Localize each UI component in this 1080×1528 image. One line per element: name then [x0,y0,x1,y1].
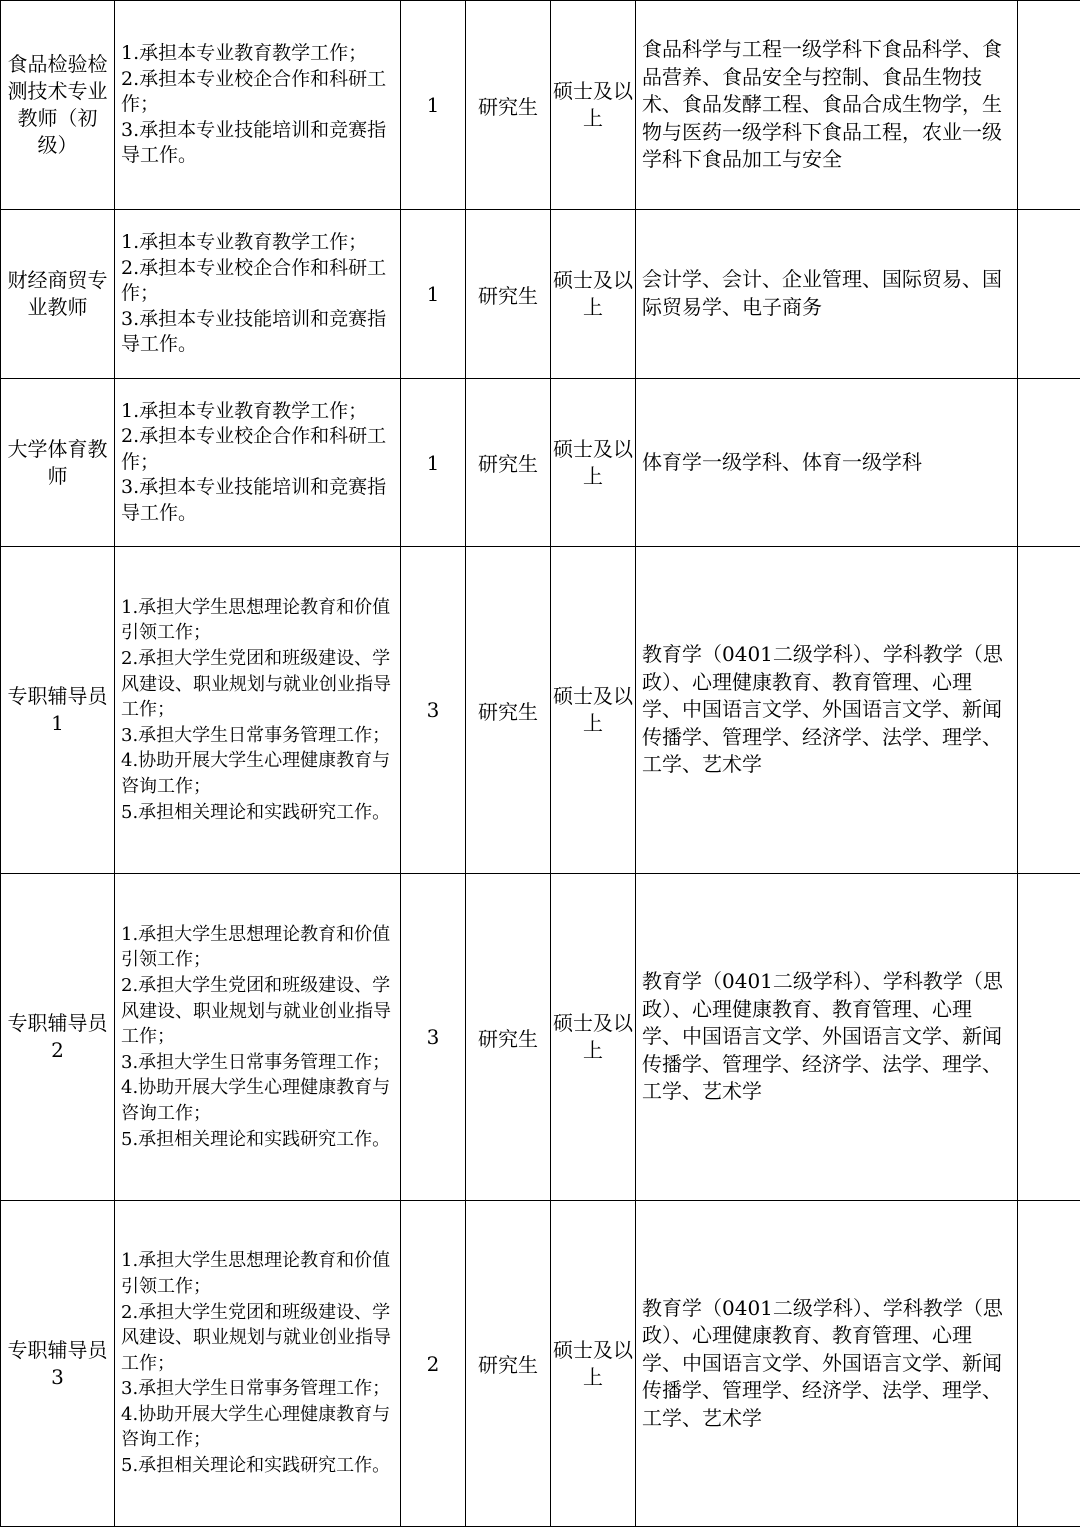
table-row [1,1201,1080,1527]
degree: 硕士及以上 [551,379,636,547]
remarks [1018,547,1080,874]
education: 研究生 [466,210,551,379]
table-row [1,874,1080,1201]
major-requirements: 教育学（0401二级学科）、学科教学（思政）、心理健康教育、教育管理、心理学、中国语言文学、外国语言文学、新闻传播学、管理学、经济学、法学、理学、工学、艺术学 [636,1201,1018,1527]
remarks [1018,874,1080,1201]
post-name: 食品检验检测技术专业教师（初级） [1,1,115,210]
education: 研究生 [466,1201,551,1527]
major-requirements: 体育学一级学科、体育一级学科 [636,379,1018,547]
headcount: 1 [401,210,466,379]
remarks [1018,210,1080,379]
table-row [1,379,1080,547]
job-duties: 1.承担大学生思想理论教育和价值引领工作； 2.承担大学生党团和班级建设、学风建设、职业规划与就业创业指导工作； 3.承担大学生日常事务管理工作； 4.协助开展大学生心理健康教育与咨询工作； 5.承担相关理论和实践研究工作。 [115,1201,401,1527]
post-name: 财经商贸专业教师 [1,210,115,379]
major-requirements: 食品科学与工程一级学科下食品科学、食品营养、食品安全与控制、食品生物技术、食品发酵工程、食品合成生物学，生物与医药一级学科下食品工程，农业一级学科下食品加工与安全 [636,1,1018,210]
job-duties: 1.承担本专业教育教学工作； 2.承担本专业校企合作和科研工作； 3.承担本专业技能培训和竞赛指导工作。 [115,1,401,210]
degree: 硕士及以上 [551,1201,636,1527]
education: 研究生 [466,1,551,210]
post-name: 专职辅导员3 [1,1201,115,1527]
post-name: 专职辅导员2 [1,874,115,1201]
post-name: 专职辅导员1 [1,547,115,874]
headcount: 3 [401,874,466,1201]
job-duties: 1.承担本专业教育教学工作； 2.承担本专业校企合作和科研工作； 3.承担本专业技能培训和竞赛指导工作。 [115,210,401,379]
remarks [1018,1,1080,210]
major-requirements: 会计学、会计、企业管理、国际贸易、国际贸易学、电子商务 [636,210,1018,379]
education: 研究生 [466,379,551,547]
major-requirements: 教育学（0401二级学科）、学科教学（思政）、心理健康教育、教育管理、心理学、中国语言文学、外国语言文学、新闻传播学、管理学、经济学、法学、理学、工学、艺术学 [636,874,1018,1201]
degree: 硕士及以上 [551,210,636,379]
job-duties: 1.承担大学生思想理论教育和价值引领工作； 2.承担大学生党团和班级建设、学风建设、职业规划与就业创业指导工作； 3.承担大学生日常事务管理工作； 4.协助开展大学生心理健康教育与咨询工作； 5.承担相关理论和实践研究工作。 [115,547,401,874]
headcount: 2 [401,1201,466,1527]
education: 研究生 [466,874,551,1201]
degree: 硕士及以上 [551,874,636,1201]
major-requirements: 教育学（0401二级学科）、学科教学（思政）、心理健康教育、教育管理、心理学、中国语言文学、外国语言文学、新闻传播学、管理学、经济学、法学、理学、工学、艺术学 [636,547,1018,874]
remarks [1018,1201,1080,1527]
education: 研究生 [466,547,551,874]
degree: 硕士及以上 [551,1,636,210]
headcount: 1 [401,379,466,547]
degree: 硕士及以上 [551,547,636,874]
headcount: 3 [401,547,466,874]
table-row [1,210,1080,379]
post-name: 大学体育教师 [1,379,115,547]
table-row [1,547,1080,874]
headcount: 1 [401,1,466,210]
job-duties: 1.承担大学生思想理论教育和价值引领工作； 2.承担大学生党团和班级建设、学风建设、职业规划与就业创业指导工作； 3.承担大学生日常事务管理工作； 4.协助开展大学生心理健康教育与咨询工作； 5.承担相关理论和实践研究工作。 [115,874,401,1201]
remarks [1018,379,1080,547]
job-duties: 1.承担本专业教育教学工作； 2.承担本专业校企合作和科研工作； 3.承担本专业技能培训和竞赛指导工作。 [115,379,401,547]
table-row [1,1,1080,210]
